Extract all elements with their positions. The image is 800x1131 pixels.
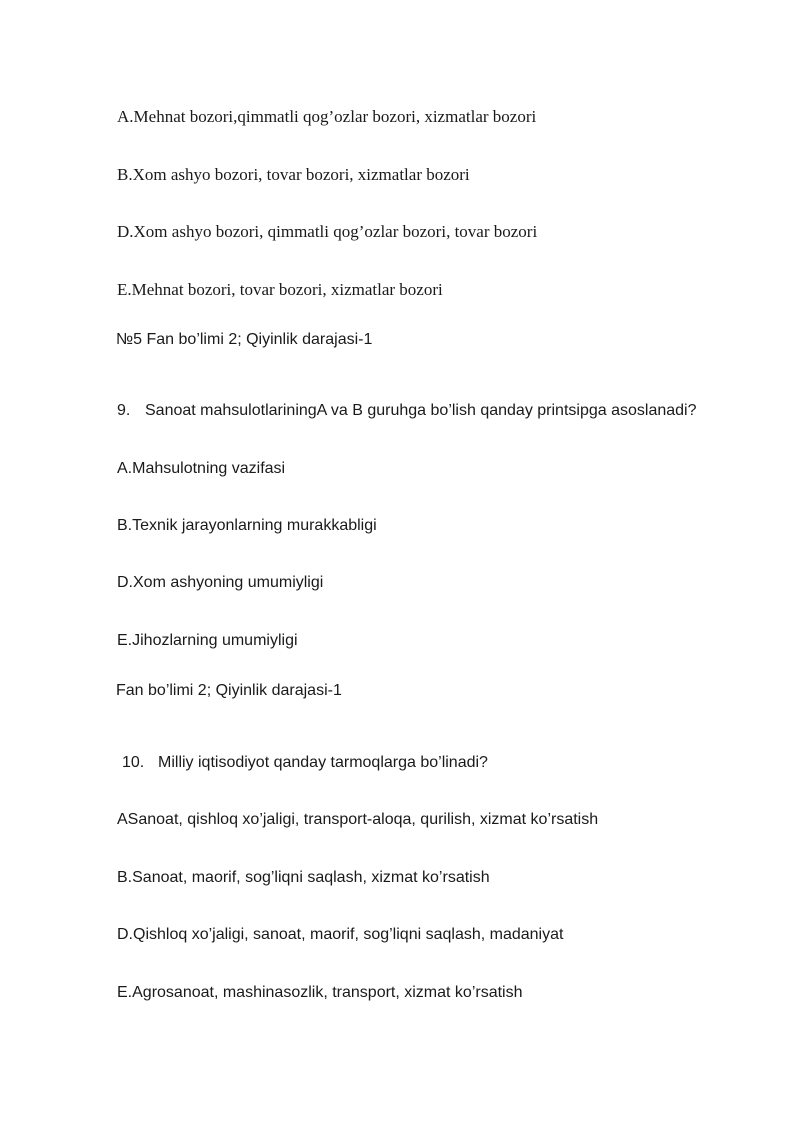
- question-text: Sanoat mahsulotlariningA va B guruhga bo’lish qanday printsipga asoslanadi?: [145, 402, 697, 419]
- option-a: ASanoat, qishloq xo’jaligi, transport-aloqa, qurilish, xizmat ko’rsatish: [117, 811, 599, 828]
- question-meta: №5 Fan bo’limi 2; Qiyinlik darajasi-1: [116, 331, 373, 348]
- option-e: E.Jihozlarning umumiyligi: [117, 632, 298, 649]
- option-e: E.Agrosanoat, mashinasozlik, transport, xizmat ko’rsatish: [117, 984, 523, 1001]
- option-a: A.Mahsulotning vazifasi: [117, 460, 286, 477]
- option-d: D.Xom ashyoning umumiyligi: [117, 574, 324, 591]
- option-d: D.Qishloq xo’jaligi, sanoat, maorif, sog’liqni saqlash, madaniyat: [117, 926, 564, 943]
- option-b: B.Xom ashyo bozori, tovar bozori, xizmatlar bozori: [117, 165, 470, 184]
- option-a: A.Mehnat bozori,qimmatli qog’ozlar bozori, xizmatlar bozori: [117, 107, 537, 126]
- option-b: B.Sanoat, maorif, sog’liqni saqlash, xizmat ko’rsatish: [117, 869, 490, 886]
- option-b: B.Texnik jarayonlarning murakkabligi: [117, 517, 377, 534]
- option-d: D.Xom ashyo bozori, qimmatli qog’ozlar bozori, tovar bozori: [117, 222, 538, 241]
- question-meta: Fan bo’limi 2; Qiyinlik darajasi-1: [116, 682, 342, 699]
- question-9: [117, 400, 696, 422]
- question-number: 10.: [122, 754, 145, 771]
- question-number: 9.: [117, 402, 131, 419]
- question-text: Milliy iqtisodiyot qanday tarmoqlarga bo’linadi?: [158, 754, 488, 771]
- question-10: [122, 752, 488, 774]
- option-e: E.Mehnat bozori, tovar bozori, xizmatlar bozori: [117, 280, 443, 299]
